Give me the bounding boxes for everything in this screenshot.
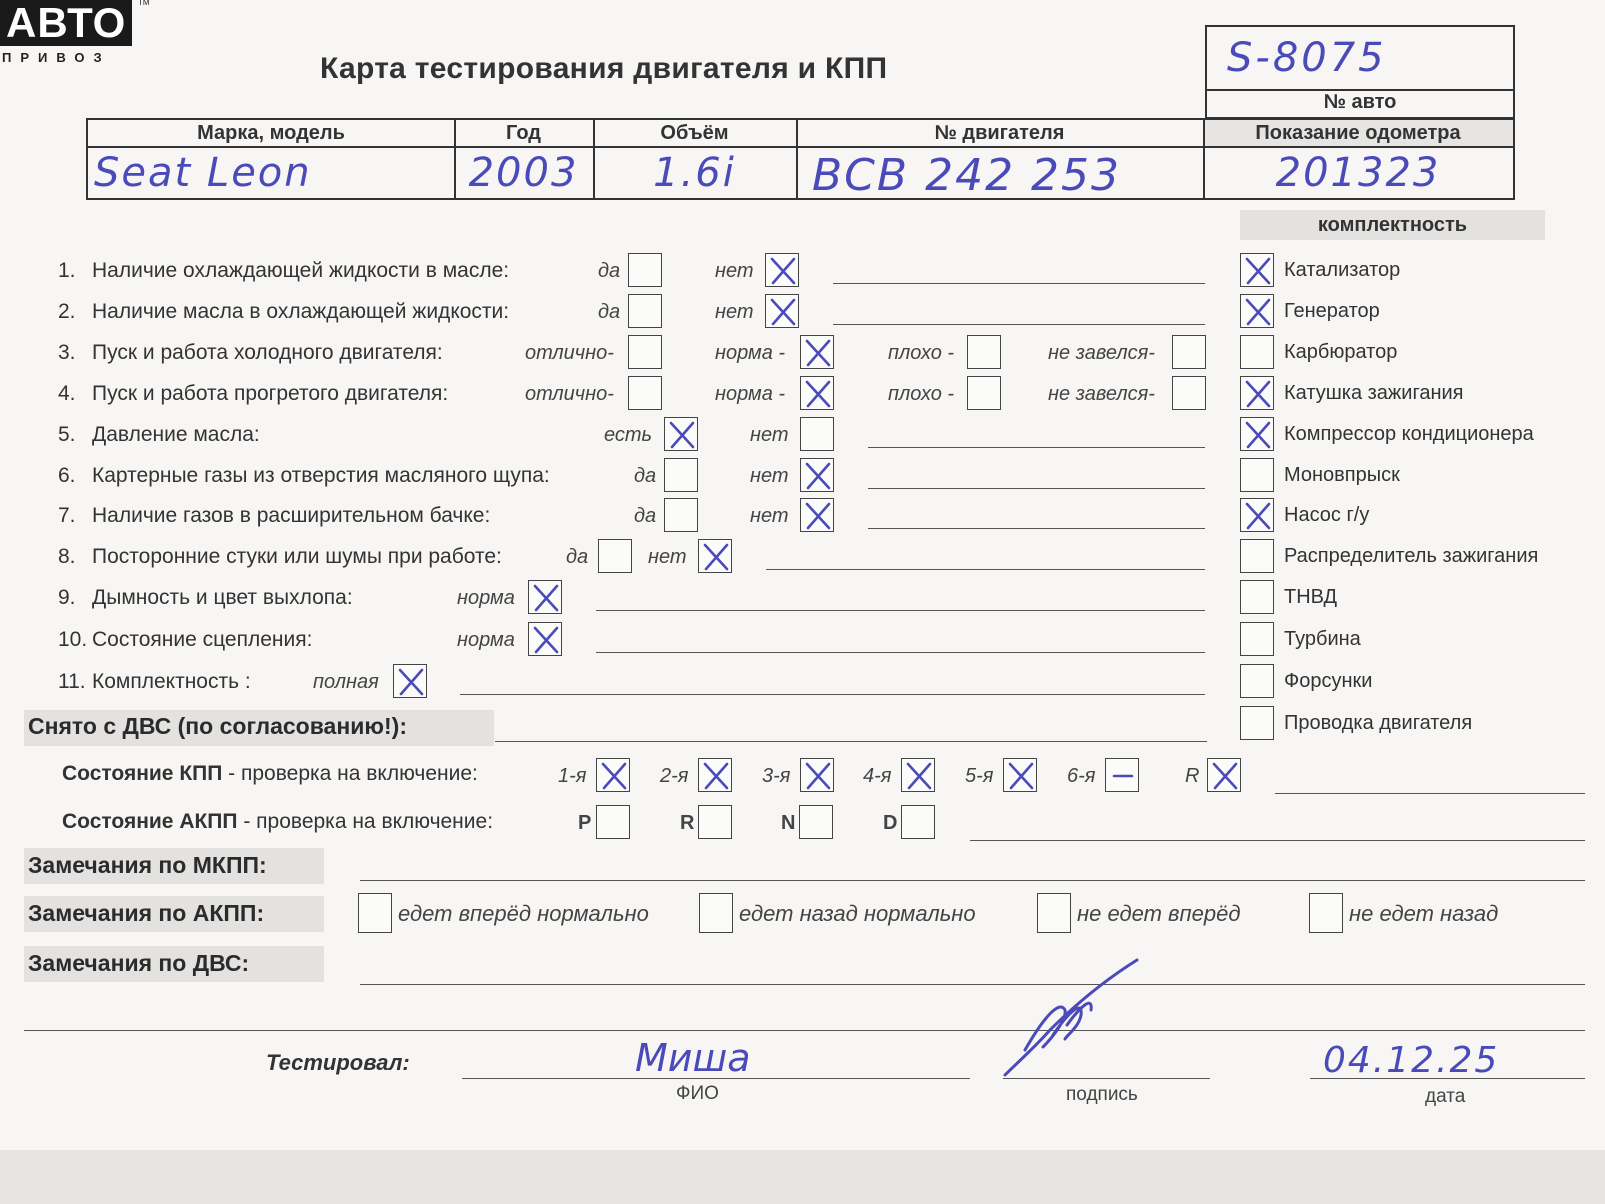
completeness-label: Катушка зажигания [1284, 382, 1464, 404]
akpp-remark-label: не едет вперёд [1077, 901, 1241, 926]
check-option-label: да [566, 546, 589, 568]
check-text: Картерные газы из отверстия масляного щупа: [92, 464, 550, 487]
kpp-gear-label: 6-я [1067, 765, 1096, 787]
kpp-label-bold: Состояние КПП [62, 762, 223, 785]
check-option-label: нет [750, 505, 789, 527]
check-option-label: полная [313, 671, 379, 693]
auto-number-label: № авто [1323, 91, 1397, 113]
akpp-line [970, 840, 1585, 841]
check-line [833, 324, 1205, 325]
x-mark-icon [1004, 759, 1038, 793]
check-number: 10. [58, 628, 88, 651]
auto-number-cell [1205, 25, 1515, 91]
check-option-box[interactable] [628, 335, 662, 369]
kpp-line [1275, 793, 1585, 794]
kpp-gear-label: 1-я [558, 765, 587, 787]
removed-line [495, 741, 1207, 742]
completeness-label: Форсунки [1284, 670, 1373, 692]
remarks-akpp-label: Замечания по АКПП: [28, 900, 265, 926]
check-text: Давление масла: [92, 423, 260, 446]
x-mark-icon [529, 623, 563, 657]
check-option-label: норма [457, 629, 515, 651]
check-option-box[interactable] [664, 417, 698, 451]
kpp-gear-label: 2-я [660, 765, 689, 787]
header-label: Объём [660, 122, 729, 144]
check-option-label: да [598, 301, 621, 323]
logo-subtitle: ПРИВОЗ [2, 50, 111, 65]
x-mark-icon [801, 759, 835, 793]
x-mark-icon [801, 459, 835, 493]
check-option-box[interactable] [628, 253, 662, 287]
check-option-label: не завелся- [1048, 342, 1155, 364]
check-label [58, 545, 502, 569]
check-label [58, 670, 251, 694]
check-option-box[interactable] [800, 458, 834, 492]
auto-number-value: S-8075 [1227, 35, 1387, 81]
header-label: Марка, модель [197, 122, 345, 144]
check-option-label: норма [457, 587, 515, 609]
akpp-remark-label: едет вперёд нормально [398, 901, 649, 926]
check-option-label: да [634, 505, 657, 527]
check-text: Наличие газов в расширительном бачке: [92, 504, 491, 527]
check-line [596, 652, 1205, 653]
remarks-dvs-label: Замечания по ДВС: [28, 950, 250, 976]
completeness-box[interactable] [1240, 664, 1274, 698]
check-number: 6. [58, 464, 76, 487]
completeness-box[interactable] [1240, 294, 1274, 328]
check-line [868, 528, 1205, 529]
check-label [58, 300, 509, 324]
completeness-label: ТНВД [1284, 586, 1338, 608]
date-value: 04.12.25 [1323, 1040, 1500, 1081]
completeness-label: Моновпрыск [1284, 464, 1400, 486]
kpp-gear-box[interactable] [596, 758, 630, 792]
check-label [58, 382, 448, 406]
kpp-gear-box[interactable] [1003, 758, 1037, 792]
akpp-position-label: N [781, 812, 796, 834]
check-option-box[interactable] [1172, 335, 1206, 369]
check-option-box[interactable] [967, 376, 1001, 410]
akpp-position-label: P [578, 812, 592, 834]
check-number: 7. [58, 504, 76, 527]
check-option-box[interactable] [967, 335, 1001, 369]
header-value-cell [798, 146, 1205, 200]
akpp-remark-label: едет назад нормально [739, 901, 976, 926]
check-line [868, 488, 1205, 489]
check-label [58, 586, 353, 610]
check-option-label: отлично- [525, 383, 614, 405]
x-mark-icon [665, 418, 699, 452]
header-value-cell [86, 146, 456, 200]
x-mark-icon [902, 759, 936, 793]
check-option-label: да [598, 260, 621, 282]
header-label: № двигателя [934, 122, 1065, 144]
akpp-position-box[interactable] [799, 805, 833, 839]
check-number: 3. [58, 341, 76, 364]
check-number: 1. [58, 259, 76, 282]
x-mark-icon [1241, 254, 1275, 288]
check-option-box[interactable] [664, 498, 698, 532]
check-option-label: норма - [715, 383, 786, 405]
completeness-label: Карбюратор [1284, 341, 1398, 363]
check-option-box[interactable] [765, 294, 799, 328]
header-label-cell [86, 118, 456, 148]
check-option-box[interactable] [628, 376, 662, 410]
akpp-position-box[interactable] [596, 805, 630, 839]
check-text: Посторонние стуки или шумы при работе: [92, 545, 502, 568]
akpp-label [62, 810, 493, 834]
check-option-box[interactable] [664, 458, 698, 492]
check-option-box[interactable] [393, 664, 427, 698]
check-label [58, 259, 509, 283]
x-mark-icon [1208, 759, 1242, 793]
completeness-label: Компрессор кондиционера [1284, 423, 1534, 445]
check-option-box[interactable] [765, 253, 799, 287]
x-mark-icon [801, 499, 835, 533]
signature-mark [995, 955, 1145, 1080]
check-option-box[interactable] [800, 376, 834, 410]
completeness-label: Насос г/у [1284, 504, 1370, 526]
check-option-label: да [634, 465, 657, 487]
check-label [58, 341, 443, 365]
check-option-label: нет [648, 546, 687, 568]
check-option-label: отлично- [525, 342, 614, 364]
check-label [58, 628, 312, 652]
check-option-label: плохо - [888, 342, 955, 364]
akpp-position-box[interactable] [901, 805, 935, 839]
akpp-remark-box[interactable] [358, 893, 392, 933]
akpp-position-box[interactable] [698, 805, 732, 839]
dash-mark-icon [1106, 759, 1140, 793]
check-option-label: нет [715, 301, 754, 323]
kpp-gear-box[interactable] [800, 758, 834, 792]
check-text: Наличие охлаждающей жидкости в масле: [92, 259, 510, 282]
check-label [58, 464, 550, 488]
name-value: Миша [635, 1036, 751, 1080]
akpp-remark-box[interactable] [1037, 893, 1071, 933]
header-label: Год [506, 122, 541, 144]
kpp-gear-box[interactable] [901, 758, 935, 792]
check-line [766, 569, 1205, 570]
completeness-box[interactable] [1240, 622, 1274, 656]
akpp-remark-box[interactable] [1309, 893, 1343, 933]
check-text: Дымность и цвет выхлопа: [92, 586, 353, 609]
page-title: Карта тестирования двигателя и КПП [320, 52, 888, 85]
check-option-label: норма - [715, 342, 786, 364]
check-label [58, 504, 490, 528]
check-number: 5. [58, 423, 76, 446]
check-option-label: нет [750, 465, 789, 487]
signature-caption: подпись [1066, 1084, 1138, 1105]
akpp-position-label: D [883, 812, 898, 834]
x-mark-icon [529, 581, 563, 615]
check-text: Наличие масла в охлаждающей жидкости: [92, 300, 510, 323]
header-label: Показание одометра [1255, 122, 1461, 144]
check-option-label: есть [604, 424, 653, 446]
akpp-position-label: R [680, 812, 695, 834]
check-option-label: плохо - [888, 383, 955, 405]
check-line [868, 447, 1205, 448]
x-mark-icon [1241, 499, 1275, 533]
check-option-label: нет [715, 260, 754, 282]
completeness-label: Катализатор [1284, 259, 1401, 281]
check-line [460, 694, 1205, 695]
completeness-box[interactable] [1240, 498, 1274, 532]
completeness-box[interactable] [1240, 706, 1274, 740]
completeness-box[interactable] [1240, 417, 1274, 451]
remarks-mkpp-label: Замечания по МКПП: [28, 852, 267, 878]
x-mark-icon [766, 254, 800, 288]
completeness-label: Генератор [1284, 300, 1380, 322]
check-option-box[interactable] [528, 622, 562, 656]
kpp-label [62, 762, 478, 786]
x-mark-icon [766, 295, 800, 329]
header-label-cell [1205, 118, 1515, 148]
x-mark-icon [801, 336, 835, 370]
completeness-box[interactable] [1240, 580, 1274, 614]
akpp-label-bold: Состояние АКПП [62, 810, 238, 833]
remarks-dvs-line [360, 984, 1585, 985]
kpp-gear-label: 4-я [863, 765, 892, 787]
check-option-box[interactable] [1172, 376, 1206, 410]
x-mark-icon [1241, 295, 1275, 329]
completeness-box[interactable] [1240, 539, 1274, 573]
kpp-gear-label: 5-я [965, 765, 994, 787]
check-number: 2. [58, 300, 76, 323]
completeness-label: Проводка двигателя [1284, 712, 1473, 734]
kpp-gear-box[interactable] [698, 758, 732, 792]
removed-label: Снято с ДВС (по согласованию!): [28, 713, 407, 739]
check-text: Комплектность : [92, 670, 251, 693]
header-value-cell [456, 146, 595, 200]
logo-text: АВТО [0, 0, 132, 46]
completeness-box[interactable] [1240, 253, 1274, 287]
header-value-cell [1205, 146, 1515, 200]
logo [0, 0, 150, 72]
check-line [596, 610, 1205, 611]
kpp-gear-label: 3-я [762, 765, 791, 787]
tested-label: Тестировал: [266, 1050, 410, 1075]
check-number: 11. [58, 670, 86, 693]
x-mark-icon [801, 377, 835, 411]
x-mark-icon [699, 759, 733, 793]
auto-number-label-cell [1205, 89, 1515, 119]
remarks-mkpp-line [360, 880, 1585, 881]
x-mark-icon [597, 759, 631, 793]
date-caption: дата [1425, 1086, 1466, 1107]
header-value-cell [595, 146, 798, 200]
header-label-cell [595, 118, 798, 148]
check-text: Пуск и работа холодного двигателя: [92, 341, 443, 364]
x-mark-icon [1241, 418, 1275, 452]
header-value: BCB 242 253 [812, 150, 1122, 201]
check-label [58, 423, 260, 447]
kpp-gear-box[interactable] [1207, 758, 1241, 792]
completeness-title: комплектность [1317, 214, 1468, 236]
check-option-box[interactable] [800, 498, 834, 532]
check-option-box[interactable] [800, 335, 834, 369]
check-number: 9. [58, 586, 76, 609]
header-value: Seat Leon [94, 150, 312, 196]
header-value: 1.6i [653, 150, 736, 196]
check-line [833, 283, 1205, 284]
check-text: Состояние сцепления: [92, 628, 313, 651]
completeness-box[interactable] [1240, 458, 1274, 492]
completeness-box[interactable] [1240, 376, 1274, 410]
kpp-label-rest: - проверка на включение: [222, 762, 478, 785]
x-mark-icon [1241, 377, 1275, 411]
akpp-remark-label: не едет назад [1349, 901, 1499, 926]
check-option-label: нет [750, 424, 789, 446]
completeness-label: Распределитель зажигания [1284, 545, 1539, 567]
check-option-box[interactable] [698, 539, 732, 573]
check-option-box[interactable] [598, 539, 632, 573]
check-number: 8. [58, 545, 76, 568]
check-option-box[interactable] [528, 580, 562, 614]
check-option-label: не завелся- [1048, 383, 1155, 405]
akpp-label-rest: - проверка на включение: [237, 810, 494, 833]
logo-tm: TM [138, 0, 150, 7]
check-option-box[interactable] [800, 417, 834, 451]
x-mark-icon [699, 540, 733, 574]
name-caption: ФИО [676, 1083, 719, 1104]
kpp-gear-box-dash[interactable] [1105, 758, 1139, 792]
header-value: 201323 [1275, 150, 1441, 196]
header-label-cell [456, 118, 595, 148]
completeness-label: Турбина [1284, 628, 1361, 650]
completeness-box[interactable] [1240, 335, 1274, 369]
check-option-box[interactable] [628, 294, 662, 328]
remarks-dvs-line-2 [24, 1030, 1585, 1031]
x-mark-icon [394, 665, 428, 699]
check-text: Пуск и работа прогретого двигателя: [92, 382, 449, 405]
akpp-remark-box[interactable] [699, 893, 733, 933]
header-label-cell [798, 118, 1205, 148]
header-value: 2003 [468, 150, 579, 196]
check-number: 4. [58, 382, 76, 405]
kpp-gear-label: R [1185, 765, 1200, 787]
